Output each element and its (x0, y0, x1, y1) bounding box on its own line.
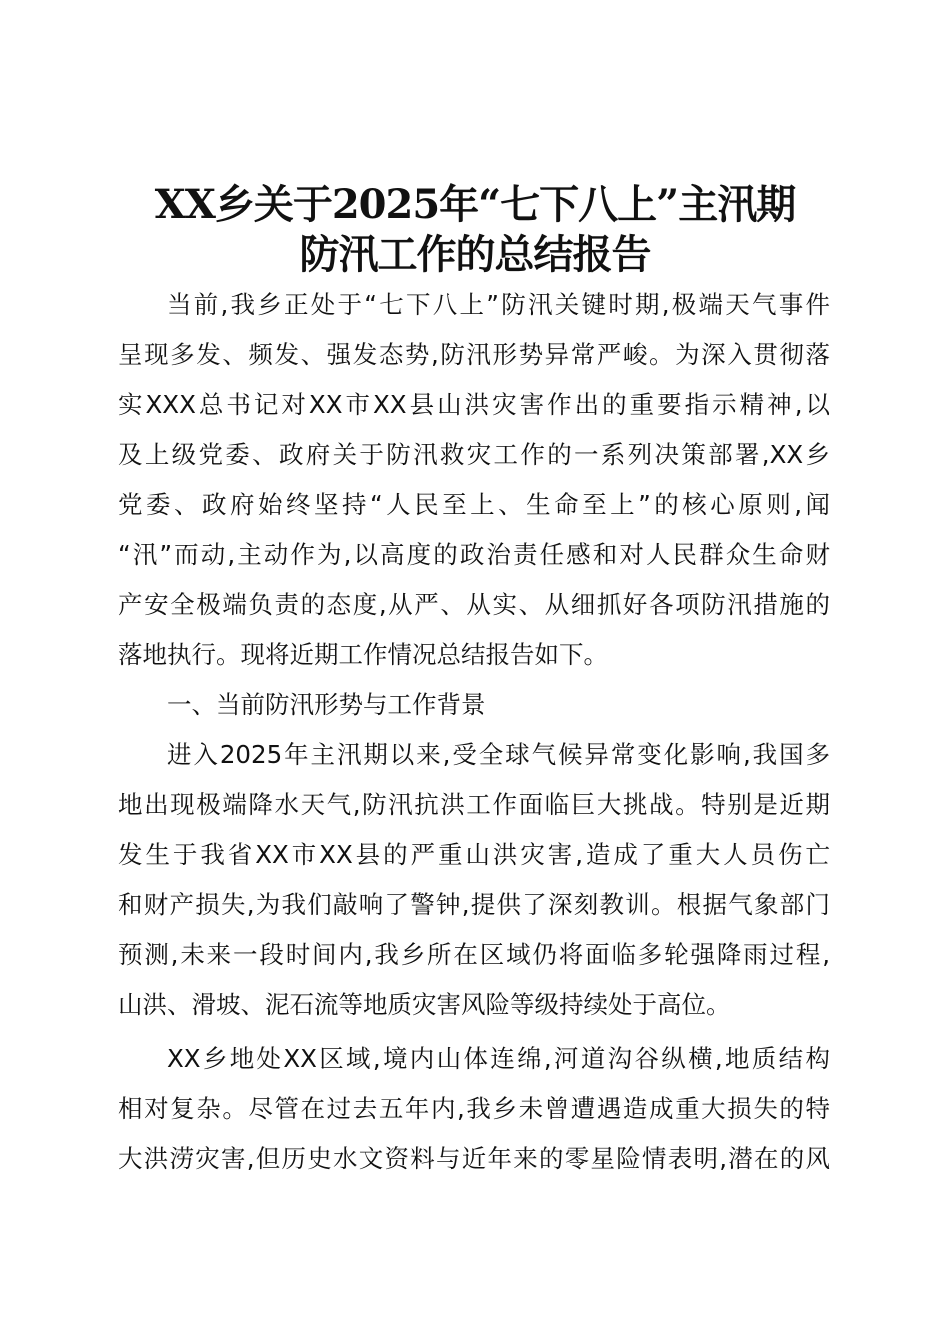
text-line: 党委、政府始终坚持“人民至上、生命至上”的核心原则,闻 (118, 490, 830, 519)
text-line: 相对复杂。尽管在过去五年内,我乡未曾遭遇造成重大损失的特 (118, 1094, 830, 1123)
title-line-1: XX乡关于2025年“七下八上”主汛期 (154, 181, 796, 228)
title-line-2: 防汛工作的总结报告 (299, 231, 651, 278)
text-line: 预测,未来一段时间内,我乡所在区域仍将面临多轮强降雨过程, (118, 940, 830, 969)
text-line: 实XXX总书记对XX市XX县山洪灾害作出的重要指示精神,以 (118, 390, 830, 419)
text-line: 大洪涝灾害,但历史水文资料与近年来的零星险情表明,潜在的风 (118, 1144, 830, 1173)
text-line: 落地执行。现将近期工作情况总结报告如下。 (118, 640, 608, 669)
text-line: 产安全极端负责的态度,从严、从实、从细抓好各项防汛措施的 (118, 590, 830, 619)
text-line: 及上级党委、政府关于防汛救灾工作的一系列决策部署,XX乡 (118, 440, 830, 469)
text-line: 和财产损失,为我们敲响了警钟,提供了深刻教训。根据气象部门 (118, 890, 830, 919)
text-line: 发生于我省XX市XX县的严重山洪灾害,造成了重大人员伤亡 (118, 840, 830, 869)
section-heading (118, 680, 830, 730)
heading-line: 一、当前防汛形势与工作背景 (167, 690, 486, 719)
paragraph-background (118, 730, 830, 1030)
text-line: “汛”而动,主动作为,以高度的政治责任感和对人民群众生命财 (118, 540, 830, 569)
text-line: 呈现多发、频发、强发态势,防汛形势异常严峻。为深入贯彻落 (118, 340, 830, 369)
paragraph-geography (118, 1034, 830, 1184)
document-title (100, 180, 850, 280)
paragraph-intro (118, 280, 830, 680)
text-line: 地出现极端降水天气,防汛抗洪工作面临巨大挑战。特别是近期 (118, 790, 830, 819)
document-body (118, 280, 830, 1184)
text-line: 进入2025年主汛期以来,受全球气候异常变化影响,我国多 (167, 740, 830, 769)
text-line: XX乡地处XX区域,境内山体连绵,河道沟谷纵横,地质结构 (167, 1044, 830, 1073)
text-line: 山洪、滑坡、泥石流等地质灾害风险等级持续处于高位。 (118, 990, 731, 1019)
text-line: 当前,我乡正处于“七下八上”防汛关键时期,极端天气事件 (167, 290, 830, 319)
